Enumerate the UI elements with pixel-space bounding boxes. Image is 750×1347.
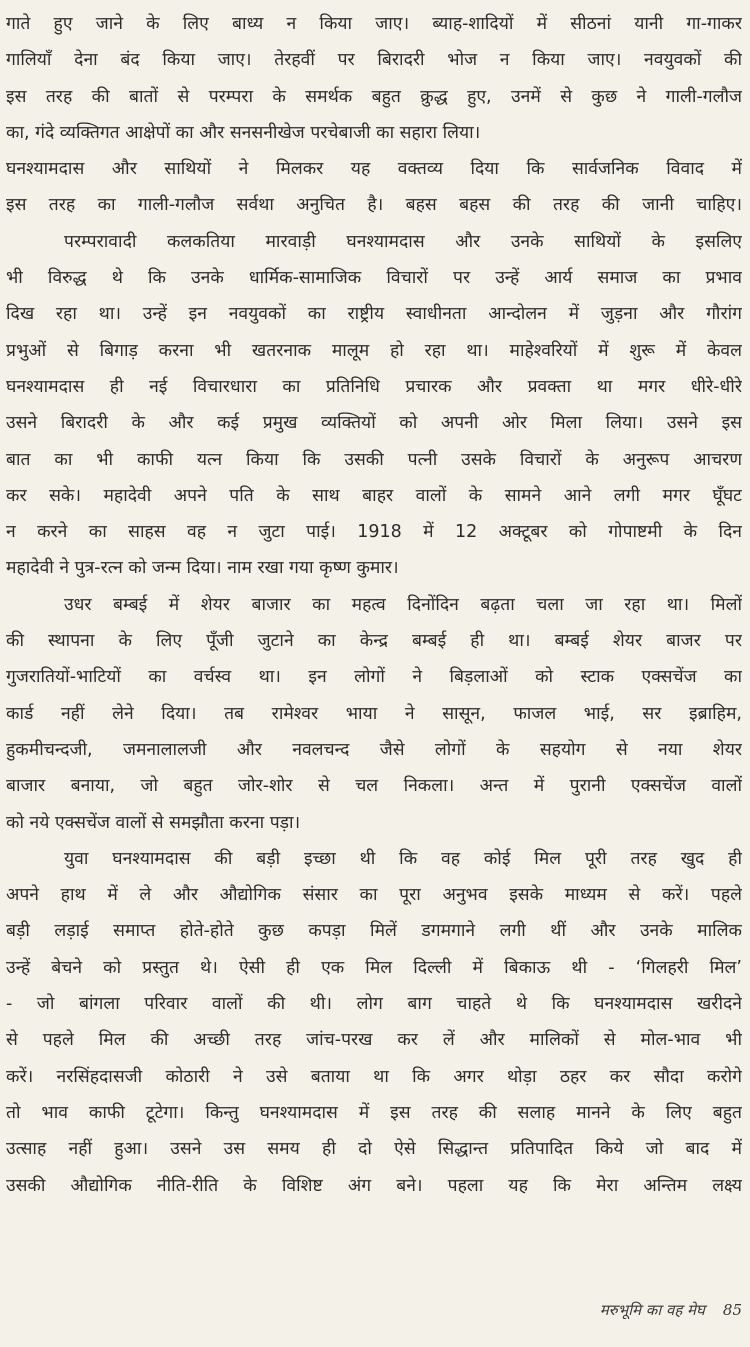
- text-line: उन्हें बेचने को प्रस्तुत थे। ऐसी ही एक मिल दिल्ली में बिकाऊ थी - ‘गिलहरी मिल’: [6, 957, 742, 978]
- text-line: युवा घनश्यामदास की बड़ी इच्छा थी कि वह कोई मिल पूरी तरह खुद ही: [64, 848, 742, 869]
- text-line: कार्ड नहीं लेने दिया। तब रामेश्वर भाया ने सासून, फाजल भाई, सर इब्राहिम,: [6, 703, 742, 724]
- body-text: [6, 6, 742, 1204]
- text-line: हुकमीचन्दजी, जमनालालजी और नवलचन्द जैसे लोगों के सहयोग से नया शेयर: [6, 739, 742, 760]
- page-footer: [0, 1300, 742, 1320]
- text-line: की स्थापना के लिए पूँजी जुटाने का केन्द्र बम्बई ही था। बम्बई शेयर बाजर पर: [6, 631, 742, 652]
- text-line: बाजार बनाया, जो बहुत जोर-शोर से चल निकला। अन्त में पुरानी एक्सचेंज वालों: [6, 776, 742, 797]
- text-line: अपने हाथ में ले और औद्योगिक संसार का पूरा अनुभव इसके माध्यम से करें। पहले: [6, 885, 742, 906]
- text-line: - जो बांगला परिवार वालों की थी। लोग बाग चाहते थे कि घनश्यामदास खरीदने: [6, 994, 742, 1015]
- text-line: का, गंदे व्यक्तिगत आक्षेपों का और सनसनीखेज परचेबाजी का सहारा लिया।: [6, 122, 481, 143]
- page-number: 85: [722, 1301, 742, 1319]
- text-line: घनश्यामदास ही नई विचारधारा का प्रतिनिधि प्रचारक और प्रवक्ता था मगर धीरे-धीरे: [6, 376, 742, 397]
- text-line: गालियाँ देना बंद किया जाए। तेरहवीं पर बिरादरी भोज न किया जाए। नवयुवकों की: [6, 50, 742, 71]
- text-line: गाते हुए जाने के लिए बाध्य न किया जाए। ब्याह-शादियों में सीठनां यानी गा-गाकर: [6, 14, 742, 34]
- text-line: परम्परावादी कलकतिया मारवाड़ी घनश्यामदास और उनके साथियों के इसलिए: [64, 231, 742, 252]
- text-line: उसकी औद्योगिक नीति-रीति के विशिष्ट अंग बने। पहला यह कि मेरा अन्तिम लक्ष्य: [6, 1175, 742, 1196]
- text-line: बात का भी काफी यत्न किया कि उसकी पत्नी उसके विचारों के अनुरूप आचरण: [6, 449, 742, 470]
- text-line: बड़ी लड़ाई समाप्त होते-होते कुछ कपड़ा मिलें डगमगाने लगी थीं और उनके मालिक: [6, 921, 742, 942]
- text-line: गुजरातियों-भाटियों का वर्चस्व था। इन लोगों ने बिड़लाओं को स्टाक एक्सचेंज का: [6, 667, 742, 688]
- text-line: इस तरह का गाली-गलौज सर्वथा अनुचित है। बहस बहस की तरह की जानी चाहिए।: [6, 195, 742, 216]
- running-title: मरुभूमि का वह मेघ: [599, 1301, 705, 1319]
- text-line: कर सके। महादेवी अपने पति के साथ बाहर वालों के सामने आने लगी मगर घूँघट: [6, 485, 742, 506]
- text-line: महादेवी ने पुत्र-रत्न को जन्म दिया। नाम रखा गया कृष्ण कुमार।: [6, 558, 399, 579]
- text-line: इस तरह की बातों से परम्परा के समर्थक बहुत क्रुद्ध हुए, उनमें से कुछ ने गाली-गलौज: [6, 86, 742, 107]
- text-line: भी विरुद्ध थे कि उनके धार्मिक-सामाजिक विचारों पर उन्हें आर्य समाज का प्रभाव: [6, 268, 742, 289]
- text-line: प्रभुओं से बिगाड़ करना भी खतरनाक मालूम हो रहा था। माहेश्वरियों में शुरू में केवल: [6, 340, 742, 361]
- text-line: करें। नरसिंहदासजी कोठारी ने उसे बताया था कि अगर थोड़ा ठहर कर सौदा करोगे: [6, 1066, 742, 1087]
- text-line: दिख रहा था। उन्हें इन नवयुवकों का राष्ट्रीय स्वाधीनता आन्दोलन में जुड़ना और गौरांग: [6, 304, 742, 325]
- text-line: घनश्यामदास और साथियों ने मिलकर यह वक्तव्य दिया कि सार्वजनिक विवाद में: [6, 159, 742, 180]
- text-line: को नये एक्सचेंज वालों से समझौता करना पड़ा।: [6, 812, 301, 833]
- text-line: से पहले मिल की अच्छी तरह जांच-परख कर लें और मालिकों से मोल-भाव भी: [6, 1030, 742, 1051]
- text-line: तो भाव काफी टूटेगा। किन्तु घनश्यामदास में इस तरह की सलाह मानने के लिए बहुत: [6, 1102, 742, 1123]
- text-line: उधर बम्बई में शेयर बाजार का महत्व दिनोंदिन बढ़ता चला जा रहा था। मिलों: [64, 594, 742, 615]
- text-line: उसने बिरादरी के और कई प्रमुख व्यक्तियों को अपनी ओर मिला लिया। उसने इस: [6, 413, 742, 434]
- text-line: न करने का साहस वह न जुटा पाई। 1918 में 12 अक्टूबर को गोपाष्टमी के दिन: [6, 522, 742, 543]
- text-line: उत्साह नहीं हुआ। उसने उस समय ही दो ऐसे सिद्धान्त प्रतिपादित किये जो बाद में: [6, 1139, 742, 1160]
